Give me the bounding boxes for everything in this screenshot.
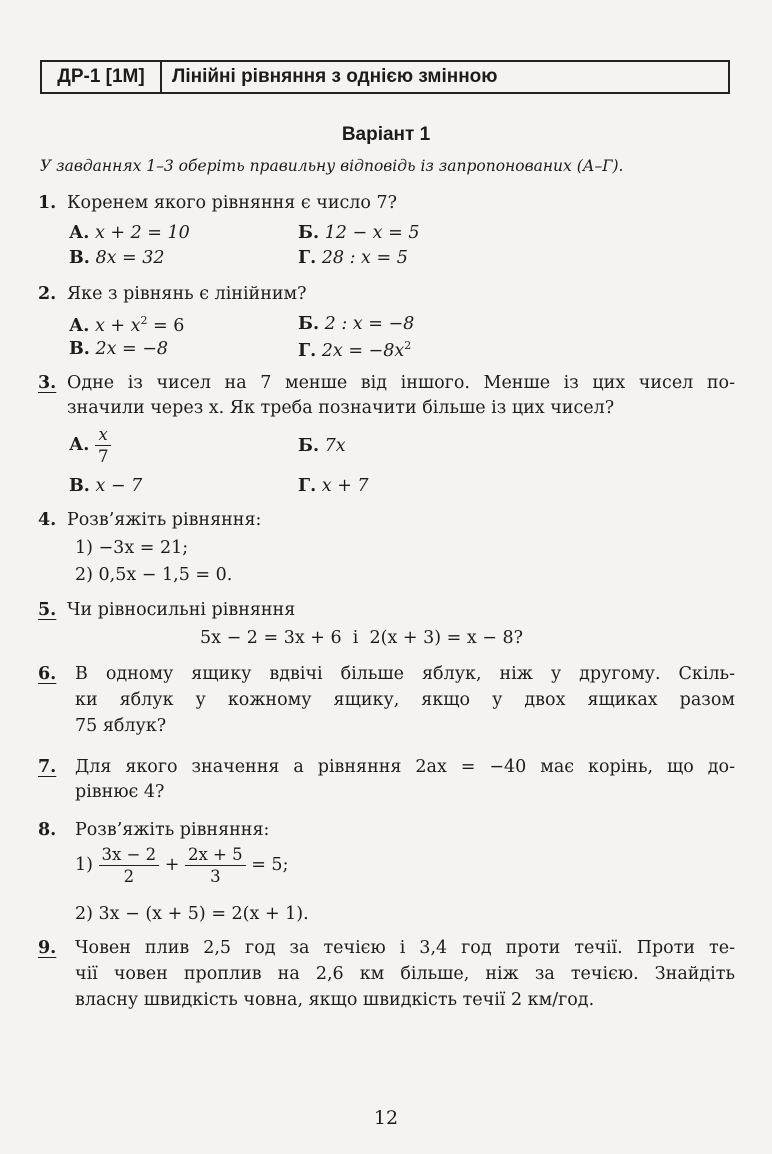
worksheet-code: ДР-1 [1М]	[42, 62, 162, 92]
q4-item-1: 1) −3x = 21;	[75, 538, 189, 558]
q8-text: Розв’яжіть рівняння:	[75, 820, 270, 840]
q6-text-line-3: 75 яблук?	[75, 716, 167, 736]
q5-text: Чи рівносильні рівняння	[67, 600, 296, 620]
q4-number: 4.	[38, 510, 57, 530]
q8-item-2: 2) 3x − (x + 5) = 2(x + 1).	[75, 904, 309, 924]
page-number: 12	[373, 1107, 399, 1129]
q3-option-d: Г. x + 7	[298, 476, 369, 496]
q2-number: 2.	[38, 284, 57, 304]
q2-text: Яке з рівнянь є лінійним?	[67, 284, 307, 304]
q1-text: Коренем якого рівняння є число 7?	[67, 193, 398, 213]
q2-option-a: А. $x + x^2 = 6$	[69, 314, 185, 336]
worksheet-title: Лінійні рівняння з однією змінною	[172, 66, 498, 87]
q2-option-c: В. 2x = −8	[69, 339, 169, 359]
q7-text-line-1: Для якого значення a рівняння 2ax = −40 має корінь, що до-	[75, 757, 735, 777]
q2-option-d: Г. $2x = -8x^2$	[298, 339, 412, 361]
q9-number: 9.	[38, 938, 57, 958]
q6-text-line-2: ки яблук у кожному ящику, якщо у двох ящиках разом	[75, 690, 735, 710]
q6-number: 6.	[38, 664, 57, 684]
q7-number: 7.	[38, 757, 57, 777]
instruction-text: У завданнях 1–3 оберіть правильну відповідь із запропонованих (А–Г).	[40, 157, 624, 175]
q3-fraction: $\frac{x}{7}$	[95, 425, 112, 466]
q1-option-d: Г. 28 : x = 5	[298, 248, 408, 268]
q1-option-b: Б. 12 − x = 5	[298, 223, 420, 243]
q3-option-a: А. $\frac{x}{7}$	[69, 425, 111, 466]
q9-text-line-1: Човен плив 2,5 год за течією і 3,4 год проти течії. Проти те-	[75, 938, 735, 958]
q8-item-1: 1) $\frac{3x - 2}{2}$ + $\frac{2x + 5}{3}$ = 5;	[75, 845, 289, 886]
q7-text-line-2: рівнює 4?	[75, 782, 165, 802]
q3-text-line-1: Одне із чисел на 7 менше від іншого. Менше із цих чисел по-	[67, 373, 735, 393]
q3-number: 3.	[38, 373, 57, 393]
q6-text-line-1: В одному ящику вдвічі більше яблук, ніж у другому. Скіль-	[75, 664, 735, 684]
q8-fraction-1: $\frac{3x - 2}{2}$	[99, 845, 160, 886]
q4-item-2: 2) 0,5x − 1,5 = 0.	[75, 565, 233, 585]
q3-option-c: В. x − 7	[69, 476, 143, 496]
q9-text-line-2: чії човен проплив на 2,6 км більше, ніж за течією. Знайдіть	[75, 964, 735, 984]
q5-number: 5.	[38, 600, 57, 620]
q9-text-line-3: власну швидкість човна, якщо швидкість течії 2 км/год.	[75, 990, 595, 1010]
q4-text: Розв’яжіть рівняння:	[67, 510, 262, 530]
q1-option-c: В. 8x = 32	[69, 248, 165, 268]
q1-option-a: А. x + 2 = 10	[69, 223, 190, 243]
q3-text-line-2: значили через x. Як треба позначити більше із цих чисел?	[67, 398, 615, 418]
q1-number: 1.	[38, 193, 57, 213]
q3-option-b: Б. 7x	[298, 436, 346, 456]
q5-equation: 5x − 2 = 3x + 6 і 2(x + 3) = x − 8?	[200, 628, 524, 648]
q2-option-b: Б. 2 : x = −8	[298, 314, 415, 334]
variant-title: Варіант 1	[341, 124, 431, 145]
worksheet-header	[40, 60, 730, 94]
q8-number: 8.	[38, 820, 57, 840]
q8-fraction-2: $\frac{2x + 5}{3}$	[185, 845, 246, 886]
